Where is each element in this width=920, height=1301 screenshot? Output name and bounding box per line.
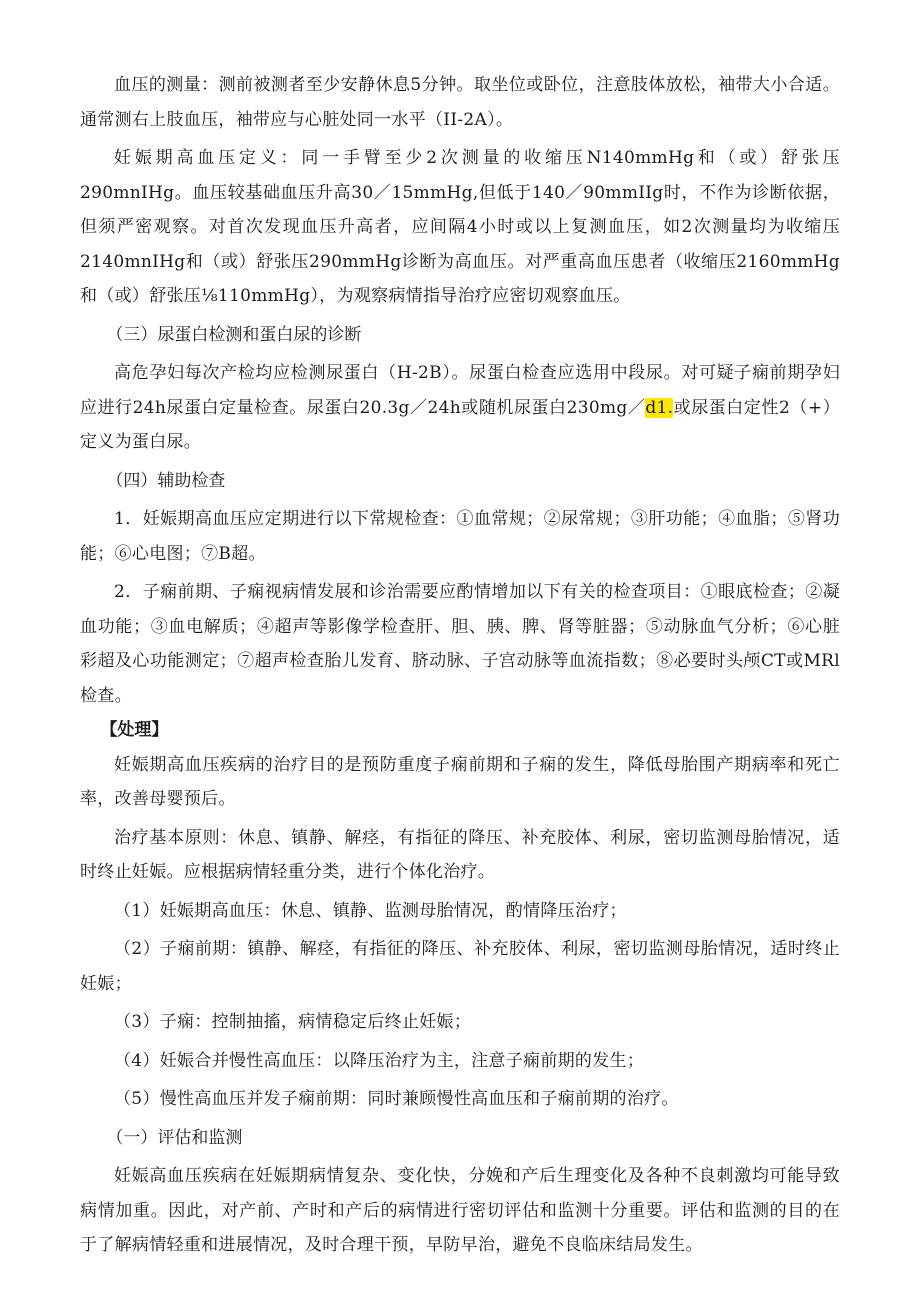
paragraph-additional-exams: 2．子痫前期、子痫视病情发展和诊治需要应酌情增加以下有关的检查项目：①眼底检查；②凝血功能；③血电解质；④超声等影像学检查肝、胆、胰、脾、肾等脏器；⑤动脉血气分析；⑥心脏彩超及心功能测定；⑦超声检查胎儿发育、脐动脉、子宫动脉等血流指数；⑧必要时头颅CT或MRl检查。	[80, 582, 840, 706]
paragraph-treatment-principles: 治疗基本原则：休息、镇静、解痉，有指征的降压、补充胶体、利尿，密切监测母胎情况，适时终止妊娠。应根据病情轻重分类，进行个体化治疗。	[80, 827, 840, 882]
section-heading-evaluation-monitoring: （一）评估和监测	[106, 1127, 243, 1148]
proteinuria-text-start: 高危孕妇每次产检均应检测尿蛋白（H-2B）。尿蛋白检查应选用中段尿。对可疑子痫前期孕妇应进行24h尿蛋白定量检查。尿蛋白20.3g／24h或随机尿蛋白230mg／	[80, 363, 840, 418]
paragraph-evaluation-monitoring: 妊娠高血压疾病在妊娠期病情复杂、变化快，分娩和产后生理变化及各种不良刺激均可能导致病情加重。因此，对产前、产时和产后的病情进行密切评估和监测十分重要。评估和监测的目的在于了解病情轻重和进展情况，及时合理干预，早防早治，避免不良临床结局发生。	[80, 1166, 840, 1255]
paragraph-gestational-hypertension-definition: 妊娠期高血压定义：同一手臂至少2次测量的收缩压N140mmHg和（或）舒张压290mnIHg。血压较基础血压升高30／15mmHg,但低于140／90mmIIg时，不作为诊断依据，但须严密观察。对首次发现血压升高者，应间隔4小时或以上复测血压，如2次测量均为收缩压2140mnIHg和（或）舒张压290mmHg诊断为高血压。对严重高血压患者（收缩压2160mmHg和（或）舒张压⅛110mmHg），为观察病情指导治疗应密切观察血压。	[80, 148, 840, 306]
paragraph-treatment-goal: 妊娠期高血压疾病的治疗目的是预防重度子痫前期和子痫的发生，降低母胎围产期病率和死亡率，改善母婴预后。	[80, 754, 840, 809]
treatment-item-4: （4）妊娠合并慢性高血压：以降压治疗为主，注意子痫前期的发生；	[114, 1050, 645, 1071]
highlighted-unit: d1.	[645, 397, 674, 418]
proteinuria-text-end: 或尿蛋白定性2（+）定义为蛋白尿。	[80, 397, 840, 452]
paragraph-routine-exams: 1．妊娠期高血压应定期进行以下常规检查：①血常规；②尿常规；③肝功能；④血脂；⑤肾功能；⑥心电图；⑦B超。	[80, 509, 840, 564]
treatment-item-5: （5）慢性高血压并发子痫前期：同时兼顾慢性高血压和子痫前期的治疗。	[114, 1089, 679, 1109]
section-heading-treatment: 【处理】	[100, 720, 169, 740]
treatment-item-3: （3）子痫：控制抽搐，病情稳定后终止妊娠；	[114, 1012, 472, 1032]
section-heading-proteinuria: （三）尿蛋白检测和蛋白尿的诊断	[106, 324, 362, 345]
paragraph-proteinuria-diagnosis	[80, 356, 840, 460]
treatment-item-2: （2）子痫前期：镇静、解痉，有指征的降压、补充胶体、利尿，密切监测母胎情况，适时终止妊娠；	[80, 939, 840, 994]
section-heading-auxiliary-exams: （四）辅助检查	[106, 470, 226, 491]
paragraph-blood-pressure-measurement: 血压的测量：测前被测者至少安静休息5分钟。取坐位或卧位，注意肢体放松，袖带大小合适。通常测右上肢血压，袖带应与心脏处同一水平（II-2A）。	[80, 75, 840, 130]
treatment-item-1: （1）妊娠期高血压：休息、镇静、监测母胎情况，酌情降压治疗；	[114, 900, 627, 921]
